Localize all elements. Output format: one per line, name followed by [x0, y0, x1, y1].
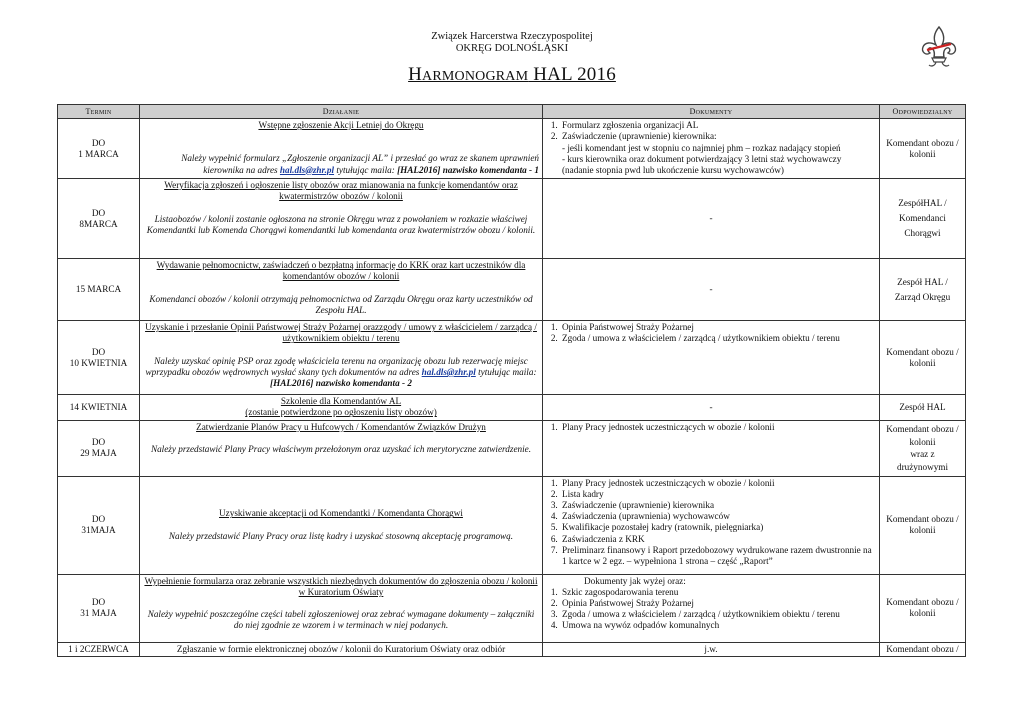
col-action: Działanie — [140, 105, 543, 119]
documents-cell: 1. Plany Pracy jednostek uczestniczących w obozie / kolonii — [543, 420, 880, 476]
action-cell: Zatwierdzanie Planów Pracy u Hufcowych / Komendantów Związków Drużyn Należy przedstawić Plany Pracy właściwym przełożonym oraz uzyskać ich merytoryczne zatwierdzenie. — [140, 420, 543, 476]
responsible-cell: Zespół HAL / Zarząd Okręgu — [880, 259, 966, 321]
table-row — [58, 321, 966, 395]
action-cell: Wydawanie pełnomocnictw, zaświadczeń o bezpłatną informację do KRK oraz kart uczestników dla komendantów obozów / kolonii Komendanci obozów / kolonii otrzymają pełnomocnictwa od Zarządu Okręgu oraz karty uczestników od Zespołu HAL. — [140, 259, 543, 321]
documents-cell: j.w. — [543, 642, 880, 656]
action-cell: Zgłaszanie w formie elektronicznej obozów / kolonii do Kuratorium Oświaty oraz odbiór — [140, 642, 543, 656]
responsible-cell: Zespół HAL — [880, 395, 966, 420]
term-cell: DO 31MAJA — [58, 476, 140, 574]
action-cell: Wstępne zgłoszenie Akcji Letniej do Okręgu Należy wypełnić formularz „Zgłoszenie organizacji AL” i przesłać go wraz ze skanem uprawnień kierownika na adres hal.dls@zhr.pl tytułując maila: [HAL2016] nazwisko komendanta - 1 — [140, 119, 543, 179]
action-cell: Uzyskanie i przesłanie Opinii Państwowej Straży Pożarnej orazzgody / umowy z właścicielem / zarządcą / użytkownikiem obiektu / terenu Należy uzyskać opinię PSP oraz zgodę właściciela terenu na organizację obozu lub rezerwację miejsc wprzypadku obozów wędrownych wysłać skany tych dokumentów na adres hal.dls@zhr.pl tytułując maila: [HAL2016] nazwisko komendanta - 2 — [140, 321, 543, 395]
schedule-table — [57, 104, 966, 657]
col-responsible: Odpowiedzialny — [880, 105, 966, 119]
term-cell: 14 KWIETNIA — [58, 395, 140, 420]
responsible-cell: Komendant obozu / kolonii wraz z drużynowymi — [880, 420, 966, 476]
org-district: OKRĘG DOLNOŚLĄSKI — [455, 43, 569, 54]
documents-cell: Dokumenty jak wyżej oraz: 1. Szkic zagospodarowania terenu 2. Opinia Państwowej Straży Pożarnej 3. Zgoda / umowa z właścicielem / zarządcą / użytkownikiem obiektu / terenu 4. Umowa na wywóz odpadów komunalnych — [543, 574, 880, 642]
responsible-cell: ZespółHAL / Komendanci Chorągwi — [880, 179, 966, 259]
term-cell: DO 1 MARCA — [58, 119, 140, 179]
table-row — [58, 476, 966, 574]
responsible-cell: Komendant obozu / kolonii — [880, 321, 966, 395]
action-cell: Wypełnienie formularza oraz zebranie wszystkich niezbędnych dokumentów do zgłoszenia obozu / kolonii w Kuratorium Oświaty Należy wypełnić poszczególne części tabeli zgłoszeniowej oraz zebrać wymagane dokumenty – załączniki do niej zgodnie ze wzorem i w terminach w niej podanych. — [140, 574, 543, 642]
action-cell: Szkolenie dla Komendantów AL (zostanie potwierdzone po ogłoszeniu listy obozów) — [140, 395, 543, 420]
responsible-cell: Komendant obozu / kolonii — [880, 119, 966, 179]
fleur-de-lis-logo-icon — [916, 24, 962, 70]
table-row — [58, 574, 966, 642]
table-header-row — [58, 105, 966, 119]
table-row — [58, 420, 966, 476]
term-cell: DO 29 MAJA — [58, 420, 140, 476]
term-cell: DO 31 MAJA — [58, 574, 140, 642]
action-cell: Weryfikacja zgłoszeń i ogłoszenie listy obozów oraz mianowania na funkcje komendantów oraz kwatermistrzów obozów / kolonii Listaobozów / kolonii zostanie ogłoszona na stronie Okręgu wraz z powołaniem w rozkazie właściwej Komendantki lub Komenda Chorągwi komendantki lub komendanta oraz kwatermistrzów obozu / kolonii. — [140, 179, 543, 259]
term-cell: DO 8MARCA — [58, 179, 140, 259]
org-name: Związek Harcerstwa Rzeczypospolitej — [431, 31, 593, 42]
page-title: HARMONOGRAM HAL 2016 — [408, 64, 616, 85]
responsible-cell: Komendant obozu / kolonii — [880, 476, 966, 574]
term-cell: 15 MARCA — [58, 259, 140, 321]
documents-cell: 1. Formularz zgłoszenia organizacji AL 2. Zaświadczenie (uprawnienie) kierownika: - jeśli komendant jest w stopniu co najmniej phm – rozkaz nadający stopień - kurs kierownika oraz dokument potwierdzający 3 letni staż wychowawczy (nadanie stopnia pwd lub ukończenie kursu wychowawców) — [543, 119, 880, 179]
table-row — [58, 179, 966, 259]
term-cell: 1 i 2CZERWCA — [58, 642, 140, 656]
table-row — [58, 395, 966, 420]
email-link[interactable]: hal.dls@zhr.pl — [279, 164, 335, 175]
col-term: Termin — [58, 105, 140, 119]
documents-cell: - — [543, 179, 880, 259]
table-row — [58, 259, 966, 321]
action-cell: Uzyskiwanie akceptacji od Komendantki / Komendanta Chorągwi Należy przedstawić Plany Pracy oraz listę kadry i uzyskać stosowną akceptację programową. — [140, 476, 543, 574]
table-row — [58, 642, 966, 656]
documents-cell: - — [543, 395, 880, 420]
documents-cell: - — [543, 259, 880, 321]
documents-cell: 1. Plany Pracy jednostek uczestniczących w obozie / kolonii 2. Lista kadry 3. Zaświadczenie (uprawnienie) kierownika 4. Zaświadczenia (uprawnienia) wychowawców 5. Kwalifikacje pozostałej kadry (ratownik, pielęgniarka) 6. Zaświadczenia z KRK 7. Preliminarz finansowy i Raport przedobozowy wydrukowane razem dwustronnie na 1 kartce w 2 egz. – wypełniona 1 strona – część „Raport” — [543, 476, 880, 574]
col-documents: Dokumenty — [543, 105, 880, 119]
documents-cell: 1. Opinia Państwowej Straży Pożarnej 2. Zgoda / umowa z właścicielem / zarządcą / użytkownikiem obiektu / terenu — [543, 321, 880, 395]
table-row — [58, 119, 966, 179]
term-cell: DO 10 KWIETNIA — [58, 321, 140, 395]
responsible-cell: Komendant obozu / — [880, 642, 966, 656]
responsible-cell: Komendant obozu / kolonii — [880, 574, 966, 642]
email-link[interactable]: hal.dls@zhr.pl — [421, 366, 476, 377]
